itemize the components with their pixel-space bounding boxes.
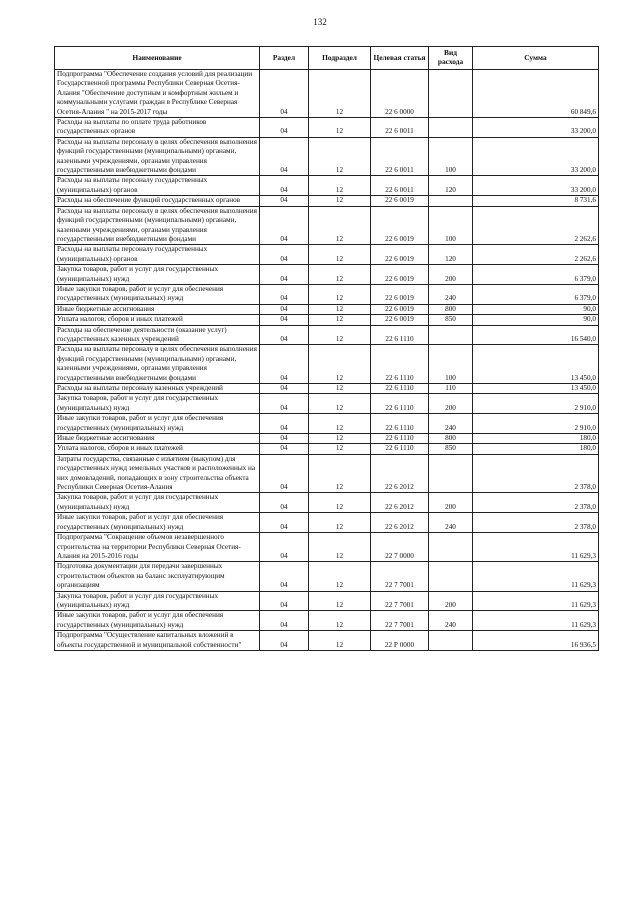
row-name: Иные бюджетные ассигнования	[55, 434, 260, 444]
row-name: Иные закупки товаров, работ и услуг для обеспечения государственных (муниципальных) нужд	[55, 611, 260, 631]
row-section: 04	[260, 245, 309, 265]
row-type	[429, 118, 473, 138]
table-row	[55, 631, 599, 651]
table-row	[55, 454, 599, 493]
table-row	[55, 245, 599, 265]
table-row	[55, 562, 599, 591]
row-sum: 6 379,0	[473, 284, 599, 304]
row-section: 04	[260, 315, 309, 325]
row-sum: 8 731,6	[473, 196, 599, 206]
row-type: 200	[429, 394, 473, 414]
row-name: Иные закупки товаров, работ и услуг для обеспечения государственных (муниципальных) нужд	[55, 513, 260, 533]
row-name: Расходы на выплаты по оплате труда работников государственных органов	[55, 118, 260, 138]
row-sum: 2 378,0	[473, 513, 599, 533]
row-sum: 2 262,6	[473, 206, 599, 245]
row-section: 04	[260, 137, 309, 176]
row-section: 04	[260, 444, 309, 454]
row-section: 04	[260, 345, 309, 384]
row-type: 240	[429, 513, 473, 533]
row-type: 120	[429, 176, 473, 196]
row-sum: 6 379,0	[473, 265, 599, 285]
table-row	[55, 434, 599, 444]
row-sum: 16 936,5	[473, 631, 599, 651]
row-name: Расходы на выплаты персоналу в целях обеспечения выполнения функций государственными (муниципальными) органами, казенными учреждениями, органами управления государственными внебюджетными фондами	[55, 137, 260, 176]
row-subsection: 12	[309, 345, 371, 384]
table-row	[55, 70, 599, 118]
row-name: Иные закупки товаров, работ и услуг для обеспечения государственных (муниципальных) нужд	[55, 414, 260, 434]
table-row	[55, 493, 599, 513]
row-target: 22 6 1110	[371, 434, 429, 444]
table-row	[55, 284, 599, 304]
row-name: Подпрограмма "Обеспечение создания условий для реализации Государственной программы Республики Северная Осетия-Алания "Обеспечение доступным и комфортным жильем и коммунальными услугами граждан в Республике Северная Осетия-Алания " на 2015-2017 годы	[55, 70, 260, 118]
table-row	[55, 394, 599, 414]
row-type: 240	[429, 284, 473, 304]
row-target: 22 6 0019	[371, 315, 429, 325]
row-name: Затраты государства, связанные с изъятием (выкупом) для государственных нужд земельных участков и расположенных на них домовладений, попадающих в зону строительства объекта Республики Северная Осетия-Алания	[55, 454, 260, 493]
table-header-row	[55, 47, 599, 70]
header-target: Целевая статья	[371, 47, 429, 70]
row-subsection: 12	[309, 245, 371, 265]
table-row	[55, 513, 599, 533]
row-name: Иные закупки товаров, работ и услуг для обеспечения государственных (муниципальных) нужд	[55, 284, 260, 304]
row-subsection: 12	[309, 562, 371, 591]
row-section: 04	[260, 118, 309, 138]
row-section: 04	[260, 533, 309, 562]
row-sum: 2 378,0	[473, 493, 599, 513]
row-name: Расходы на выплаты персоналу государственных (муниципальных) органов	[55, 176, 260, 196]
row-subsection: 12	[309, 444, 371, 454]
table-row	[55, 137, 599, 176]
row-target: 22 6 1110	[371, 345, 429, 384]
row-subsection: 12	[309, 265, 371, 285]
row-sum: 2 910,0	[473, 414, 599, 434]
row-target: 22 6 0019	[371, 196, 429, 206]
row-target: 22 6 1110	[371, 325, 429, 345]
row-type: 240	[429, 414, 473, 434]
row-subsection: 12	[309, 414, 371, 434]
row-target: 22 6 0019	[371, 304, 429, 314]
row-section: 04	[260, 265, 309, 285]
row-sum: 11 629,3	[473, 591, 599, 611]
header-subsection: Подраздел	[309, 47, 371, 70]
row-name: Расходы на выплаты персоналу в целях обеспечения выполнения функций государственными (муниципальными) органами, казенными учреждениями, органами управления государственными внебюджетными фондами	[55, 345, 260, 384]
row-target: 22 6 2012	[371, 493, 429, 513]
row-sum: 11 629,3	[473, 562, 599, 591]
row-type	[429, 631, 473, 651]
row-type: 200	[429, 591, 473, 611]
row-target: 22 6 1110	[371, 414, 429, 434]
row-type: 240	[429, 611, 473, 631]
row-section: 04	[260, 611, 309, 631]
row-subsection: 12	[309, 284, 371, 304]
row-type: 100	[429, 137, 473, 176]
header-section: Раздел	[260, 47, 309, 70]
row-name: Подпрограмма "Сокращение объемов незавершенного строительства на территории Республики Северная Осетия-Алания на 2015-2016 годы	[55, 533, 260, 562]
row-sum: 180,0	[473, 434, 599, 444]
header-type: Вид расхода	[429, 47, 473, 70]
row-name: Подготовка документации для передачи завершенных строительством объектов на баланс эксплуатирующим организациям	[55, 562, 260, 591]
row-name: Закупка товаров, работ и услуг для государственных (муниципальных) нужд	[55, 591, 260, 611]
row-name: Расходы на выплаты персоналу казенных учреждений	[55, 384, 260, 394]
row-name: Расходы на выплаты персоналу государственных (муниципальных) органов	[55, 245, 260, 265]
row-subsection: 12	[309, 206, 371, 245]
page-number: 132	[313, 17, 327, 27]
table-row	[55, 325, 599, 345]
row-subsection: 12	[309, 325, 371, 345]
row-sum: 13 450,0	[473, 384, 599, 394]
row-type: 800	[429, 304, 473, 314]
row-name: Закупка товаров, работ и услуг для государственных (муниципальных) нужд	[55, 394, 260, 414]
row-name: Уплата налогов, сборов и иных платежей	[55, 444, 260, 454]
row-sum: 11 629,3	[473, 533, 599, 562]
row-target: 22 6 0019	[371, 206, 429, 245]
table-row	[55, 176, 599, 196]
row-target: 22 6 0019	[371, 284, 429, 304]
header-sum: Сумма	[473, 47, 599, 70]
row-type	[429, 70, 473, 118]
row-section: 04	[260, 454, 309, 493]
row-subsection: 12	[309, 70, 371, 118]
table-row	[55, 444, 599, 454]
row-target: 22 6 1110	[371, 444, 429, 454]
table-row	[55, 345, 599, 384]
row-sum: 16 540,0	[473, 325, 599, 345]
row-section: 04	[260, 591, 309, 611]
row-target: 22 6 2012	[371, 454, 429, 493]
table-row	[55, 315, 599, 325]
row-target: 22 6 0011	[371, 137, 429, 176]
row-sum: 2 910,0	[473, 394, 599, 414]
row-target: 22 6 0011	[371, 118, 429, 138]
row-name: Подпрограмма "Осуществление капитальных вложений в объекты государственной и муниципальной собственности"	[55, 631, 260, 651]
row-name: Расходы на выплаты персоналу в целях обеспечения выполнения функций государственными (муниципальными) органами, казенными учреждениями, органами управления государственными внебюджетными фондами	[55, 206, 260, 245]
row-sum: 90,0	[473, 304, 599, 314]
row-sum: 180,0	[473, 444, 599, 454]
row-subsection: 12	[309, 394, 371, 414]
row-name: Расходы на обеспечение функций государственных органов	[55, 196, 260, 206]
row-section: 04	[260, 196, 309, 206]
row-target: 22 6 2012	[371, 513, 429, 533]
row-subsection: 12	[309, 533, 371, 562]
row-type	[429, 562, 473, 591]
row-type: 120	[429, 245, 473, 265]
row-sum: 33 200,0	[473, 118, 599, 138]
row-type	[429, 454, 473, 493]
row-target: 22 6 0000	[371, 70, 429, 118]
row-section: 04	[260, 434, 309, 444]
row-section: 04	[260, 206, 309, 245]
row-section: 04	[260, 493, 309, 513]
row-subsection: 12	[309, 434, 371, 444]
row-sum: 2 262,6	[473, 245, 599, 265]
row-section: 04	[260, 414, 309, 434]
row-type	[429, 196, 473, 206]
row-subsection: 12	[309, 611, 371, 631]
row-section: 04	[260, 513, 309, 533]
budget-table	[54, 46, 599, 651]
row-subsection: 12	[309, 513, 371, 533]
row-section: 04	[260, 284, 309, 304]
row-target: 22 7 7001	[371, 591, 429, 611]
table-row	[55, 611, 599, 631]
table-row	[55, 206, 599, 245]
row-subsection: 12	[309, 384, 371, 394]
row-name: Уплата налогов, сборов и иных платежей	[55, 315, 260, 325]
row-type: 850	[429, 315, 473, 325]
row-type: 200	[429, 493, 473, 513]
table-row	[55, 118, 599, 138]
table-row	[55, 384, 599, 394]
row-type: 100	[429, 206, 473, 245]
table-row	[55, 196, 599, 206]
row-type: 850	[429, 444, 473, 454]
row-subsection: 12	[309, 137, 371, 176]
row-subsection: 12	[309, 591, 371, 611]
row-subsection: 12	[309, 493, 371, 513]
row-target: 22 6 0019	[371, 245, 429, 265]
row-type: 110	[429, 384, 473, 394]
row-target: 22 7 0000	[371, 533, 429, 562]
row-section: 04	[260, 394, 309, 414]
row-section: 04	[260, 384, 309, 394]
row-type	[429, 533, 473, 562]
row-name: Закупка товаров, работ и услуг для государственных (муниципальных) нужд	[55, 493, 260, 513]
row-name: Закупка товаров, работ и услуг для государственных (муниципальных) нужд	[55, 265, 260, 285]
row-name: Иные бюджетные ассигнования	[55, 304, 260, 314]
row-section: 04	[260, 176, 309, 196]
row-target: 22 6 1110	[371, 384, 429, 394]
row-target: 22 6 0011	[371, 176, 429, 196]
row-subsection: 12	[309, 304, 371, 314]
row-type: 100	[429, 345, 473, 384]
row-target: 22 Р 0000	[371, 631, 429, 651]
table-row	[55, 265, 599, 285]
row-section: 04	[260, 304, 309, 314]
row-subsection: 12	[309, 118, 371, 138]
table-row	[55, 533, 599, 562]
row-subsection: 12	[309, 176, 371, 196]
header-name: Наименование	[55, 47, 260, 70]
row-target: 22 6 0019	[371, 265, 429, 285]
row-subsection: 12	[309, 454, 371, 493]
row-type: 200	[429, 265, 473, 285]
row-section: 04	[260, 562, 309, 591]
table-row	[55, 414, 599, 434]
row-section: 04	[260, 70, 309, 118]
row-name: Расходы на обеспечение деятельности (оказание услуг) государственных казенных учреждений	[55, 325, 260, 345]
row-type	[429, 325, 473, 345]
row-section: 04	[260, 631, 309, 651]
row-sum: 11 629,3	[473, 611, 599, 631]
row-target: 22 7 7001	[371, 562, 429, 591]
row-subsection: 12	[309, 315, 371, 325]
row-target: 22 6 1110	[371, 394, 429, 414]
row-sum: 60 849,6	[473, 70, 599, 118]
row-target: 22 7 7001	[371, 611, 429, 631]
row-sum: 13 450,0	[473, 345, 599, 384]
table-row	[55, 591, 599, 611]
row-sum: 2 378,0	[473, 454, 599, 493]
row-subsection: 12	[309, 196, 371, 206]
row-section: 04	[260, 325, 309, 345]
row-sum: 90,0	[473, 315, 599, 325]
row-sum: 33 200,0	[473, 137, 599, 176]
row-sum: 33 200,0	[473, 176, 599, 196]
row-subsection: 12	[309, 631, 371, 651]
row-type: 800	[429, 434, 473, 444]
table-row	[55, 304, 599, 314]
